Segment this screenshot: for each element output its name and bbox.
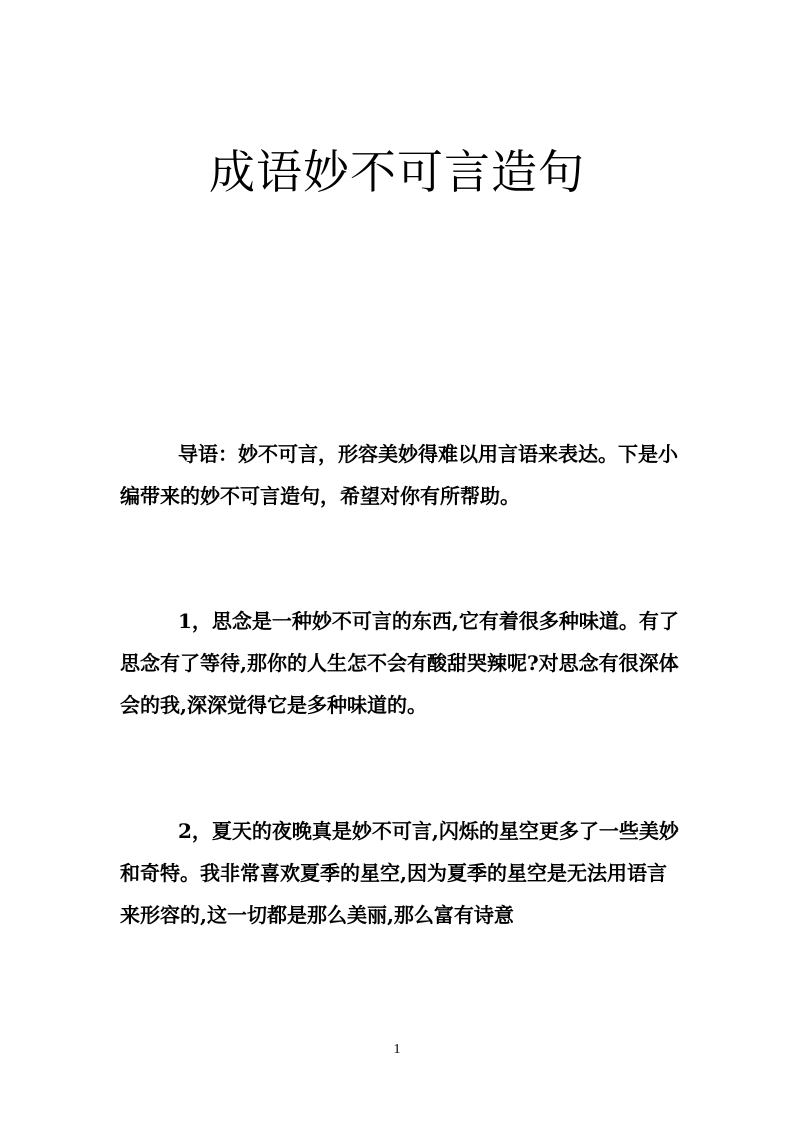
document-title: 成语妙不可言造句 [209,145,585,199]
page-number: 1 [393,1042,401,1057]
example-sentence-1: 1，思念是一种妙不可言的东西,它有着很多种味道。有了思念有了等待,那你的人生怎不会有酸甜哭辣呢?对思念有很深体会的我,深深觉得它是多种味道的。 [120,609,679,717]
example-sentence-2: 2，夏天的夜晚真是妙不可言,闪烁的星空更多了一些美妙和奇特。我非常喜欢夏季的星空,因为夏季的星空是无法用语言来形容的,这一切都是那么美丽,那么富有诗意 [120,819,679,927]
intro-paragraph: 导语：妙不可言，形容美妙得难以用言语来表达。下是小编带来的妙不可言造句，希望对你有所帮助。 [120,442,678,508]
